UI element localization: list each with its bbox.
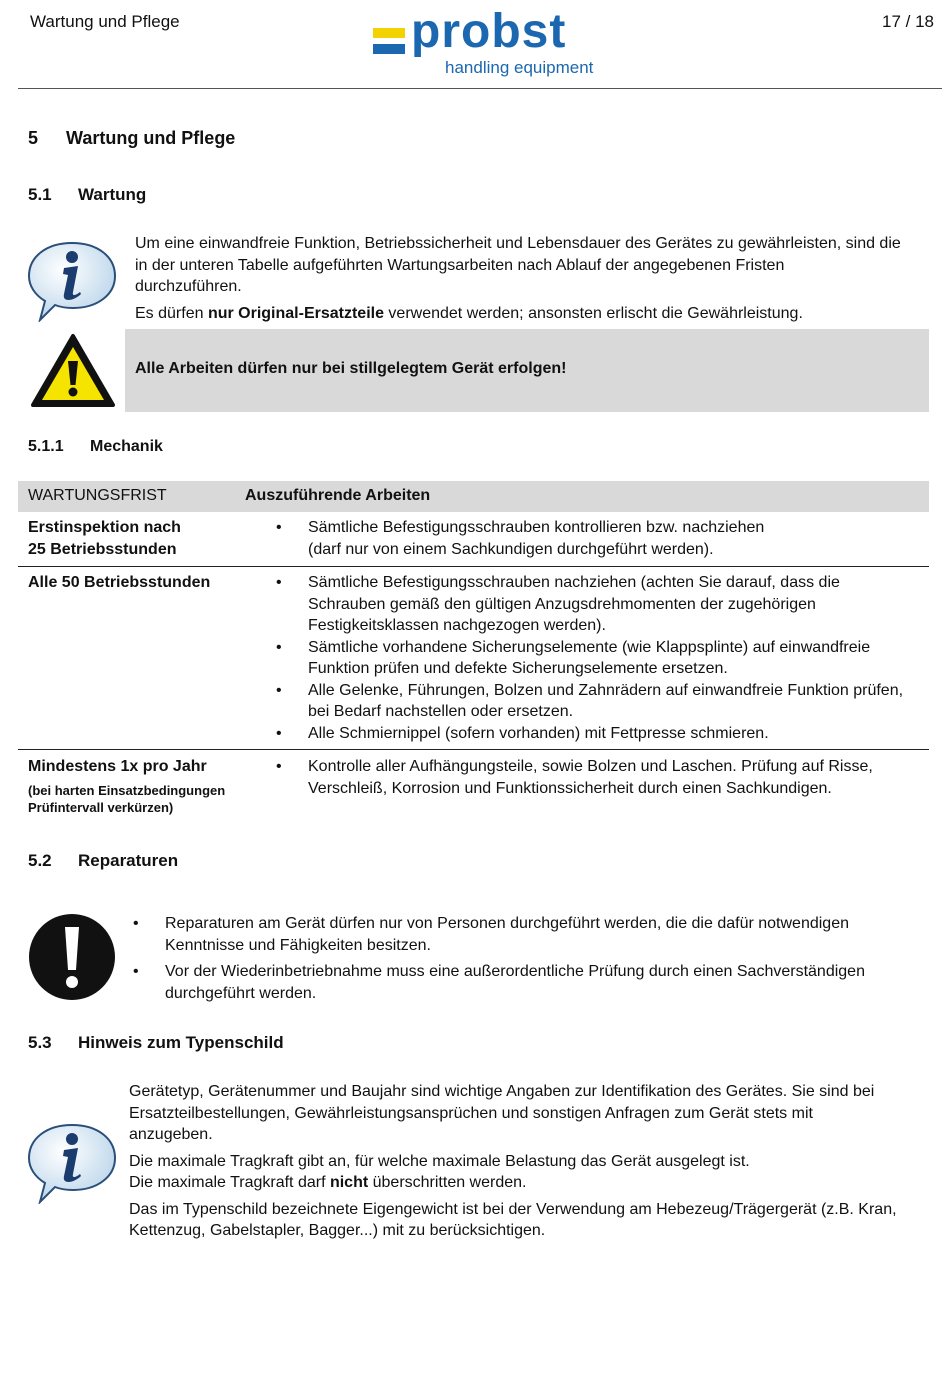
text-line: • Sämtliche Befestigungsschrauben kontrollieren bzw. nachziehen — [308, 519, 765, 536]
table-row-interval — [28, 572, 210, 594]
text-line — [129, 1172, 939, 1194]
text-span: überschritten werden. — [368, 1174, 527, 1191]
text-line: • Alle Schmiernippel (sofern vorhanden) mit Fettpresse schmieren. — [308, 724, 769, 742]
warning-text: Alle Arbeiten dürfen nur bei stillgelegtem Gerät erfolgen! — [135, 360, 567, 377]
header-divider — [18, 88, 942, 89]
bold-span: nicht — [329, 1174, 369, 1191]
bold-span: nur Original-Ersatzteile — [207, 304, 384, 322]
text-line: Prüfintervall verkürzen) — [28, 799, 174, 815]
heading-number: 5 — [28, 128, 39, 148]
heading-number: 5.1.1 — [28, 438, 64, 455]
table-header — [18, 481, 929, 512]
text-line: Gerätetyp, Gerätenummer und Baujahr sind wichtige Angaben zur Identifikation des Gerätes. Sie sind bei — [129, 1083, 875, 1100]
warning-box — [125, 329, 929, 412]
column-header-interval: WARTUNGSFRIST — [28, 487, 167, 504]
text-line: (darf nur von einem Sachkundigen durchgeführt werden). — [308, 540, 714, 558]
text-line: Festigkeitsklassen nachgezogen werden). — [308, 617, 606, 634]
heading-5-1-1 — [28, 438, 163, 456]
logo-tagline: handling equipment — [445, 58, 594, 77]
text-line: Kenntnisse und Fähigkeiten besitzen. — [165, 936, 431, 954]
spare-parts-line — [135, 303, 935, 325]
list-item — [133, 913, 865, 956]
text-line: Mindestens 1x pro Jahr — [28, 758, 207, 775]
text-line: Ersatzteilbestellungen, Gewährleistungsansprüchen und sonstigen Anfragen zum Gerät stets mit — [129, 1104, 813, 1122]
interval-note — [28, 782, 225, 816]
text-line: durchgeführt werden. — [165, 984, 317, 1002]
type-plate-text — [129, 1081, 939, 1242]
header-section-title: Wartung und Pflege — [30, 12, 180, 31]
heading-5-1 — [28, 185, 146, 205]
heading-5 — [28, 128, 235, 149]
text-line: Funktion prüfen und defekte Sicherungselemente ersetzen. — [308, 660, 728, 677]
list-item — [276, 756, 873, 799]
text-line: Erstinspektion nach — [28, 519, 181, 536]
text-line: Kettenzug, Gabelstapler, Bagger...) mit zu berücksichtigen. — [129, 1222, 546, 1239]
text-line: bei Bedarf nachstellen oder ersetzen. — [308, 703, 574, 720]
heading-number: 5.3 — [28, 1033, 52, 1052]
column-header-tasks: Auszuführende Arbeiten — [245, 487, 431, 504]
heading-text: Mechanik — [90, 438, 163, 455]
text-line: Um eine einwandfreie Funktion, Betriebssicherheit und Lebensdauer des Gerätes zu gewährleisten, sind die — [135, 235, 901, 252]
repair-list — [133, 913, 865, 1004]
list-item — [276, 572, 903, 637]
logo-yellow-bar — [373, 28, 405, 38]
page-number: 17 / 18 — [882, 12, 934, 31]
text-span: verwendet werden; ansonsten erlischt die Gewährleistung. — [383, 304, 803, 322]
probst-logo — [373, 5, 603, 82]
list-item — [276, 637, 903, 680]
text-line: Verschleiß, Korrosion und Funktionssicherheit durch einen Sachkundigen. — [308, 779, 832, 797]
info-speech-bubble-icon — [26, 240, 118, 322]
text-line: • Vor der Wiederinbetriebnahme muss eine außerordentliche Prüfung durch einen Sachverständigen — [165, 963, 865, 980]
maintenance-info-text — [135, 233, 935, 324]
text-line: Alle 50 Betriebsstunden — [28, 574, 211, 591]
table-row-tasks — [276, 517, 764, 560]
text-line: (bei harten Einsatzbedingungen — [28, 782, 226, 798]
table-row-divider — [18, 749, 929, 750]
heading-number: 5.1 — [28, 185, 52, 204]
heading-text: Hinweis zum Typenschild — [78, 1033, 284, 1052]
info-speech-bubble-icon — [26, 1122, 118, 1204]
text-line: Die maximale Tragkraft gibt an, für welche maximale Belastung das Gerät ausgelegt ist. — [129, 1152, 750, 1170]
heading-5-3 — [28, 1033, 284, 1053]
list-item — [276, 680, 903, 723]
logo-word: probst — [411, 5, 567, 58]
text-line: • Kontrolle aller Aufhängungsteile, sowie Bolzen und Laschen. Prüfung auf Risse, — [308, 758, 873, 775]
list-item — [276, 517, 764, 560]
text-line: anzugeben. — [129, 1126, 213, 1143]
heading-text: Wartung — [78, 185, 147, 204]
heading-text: Wartung und Pflege — [66, 128, 236, 148]
exclamation-circle-icon — [28, 913, 116, 1001]
text-line: • Sämtliche Befestigungsschrauben nachziehen (achten Sie darauf, dass die — [308, 574, 840, 591]
text-line: 25 Betriebsstunden — [28, 540, 177, 558]
text-span: Es dürfen — [135, 304, 208, 322]
warning-triangle-icon — [30, 333, 116, 409]
text-line: durchzuführen. — [135, 278, 242, 295]
heading-text: Reparaturen — [78, 851, 179, 870]
text-line: in der unteren Tabelle aufgeführten Wartungsarbeiten nach Ablauf der angegebenen Fristen — [135, 256, 785, 274]
table-row-interval — [28, 756, 225, 816]
heading-5-2 — [28, 851, 178, 871]
list-item — [133, 961, 865, 1004]
heading-number: 5.2 — [28, 851, 52, 870]
table-row-tasks — [276, 572, 903, 744]
text-line: • Alle Gelenke, Führungen, Bolzen und Zahnrädern auf einwandfreie Funktion prüfen, — [308, 681, 904, 699]
text-span: Die maximale Tragkraft darf — [129, 1174, 330, 1191]
table-row-interval — [28, 517, 181, 560]
list-item — [276, 723, 903, 745]
logo-blue-bar — [373, 44, 405, 54]
text-line: Das im Typenschild bezeichnete Eigengewicht ist bei der Verwendung am Hebezeug/Trägergerät (z.B. Kran, — [129, 1200, 897, 1218]
text-line: • Reparaturen am Gerät dürfen nur von Personen durchgeführt werden, die die dafür notwendigen — [165, 915, 849, 932]
table-row-divider — [18, 566, 929, 567]
table-row-tasks — [276, 756, 873, 799]
text-line: • Sämtliche vorhandene Sicherungselemente (wie Klappsplinte) auf einwandfreie — [308, 638, 871, 656]
text-line: Schrauben gemäß den gültigen Anzugsdrehmomenten der zugehörigen — [308, 595, 816, 613]
